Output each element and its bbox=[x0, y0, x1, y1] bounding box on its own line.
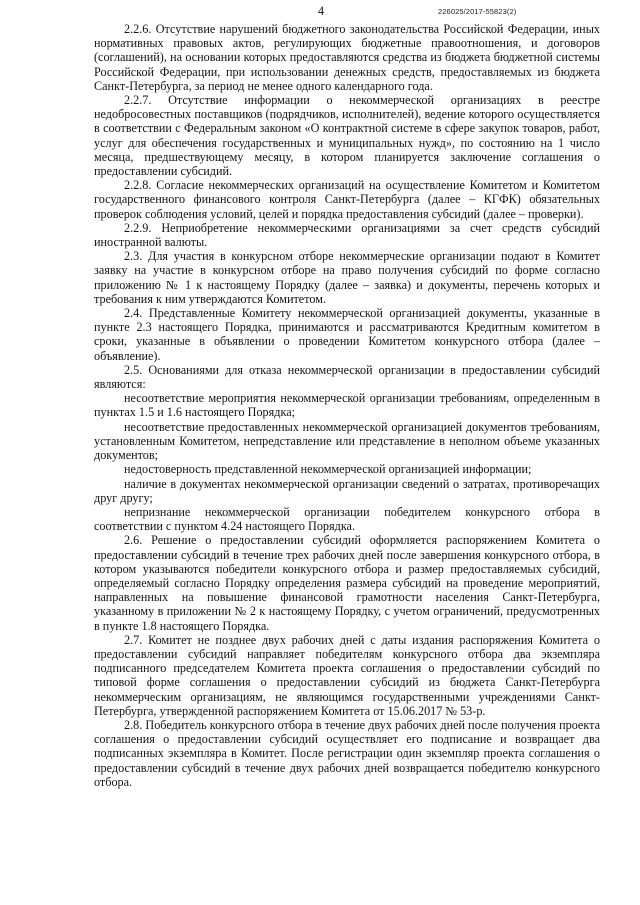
paragraph-2-8: 2.8. Победитель конкурсного отбора в течение двух рабочих дней после получения проекта соглашения о предоставлении субсидий осуществляет его подписание и возвращает два подписанных экземпляра в Комитет. После регистрации один экземпляр проекта соглашения о предоставлении субсидий в течение двух рабочих дней возвращается победителю конкурсного отбора. bbox=[94, 717, 600, 789]
refusal-ground-3: недостоверность представленной некоммерческой организацией информации; bbox=[124, 462, 532, 477]
paragraph-2-2-6: 2.2.6. Отсутствие нарушений бюджетного законодательства Российской Федерации, иных нормативных правовых актов, регулирующих бюджетные правоотношения, и договоров (соглашений), на основании которых предоставляются средства из бюджета бюджетной системы Российской Федерации, при использовании денежных средств, предоставляемых из бюджета Санкт-Петербурга, за период не менее одного календарного года. bbox=[94, 22, 600, 93]
paragraph-2-4: 2.4. Представленные Комитету некоммерческой организацией документы, указанные в пункте 2.3 настоящего Порядка, принимаются и рассматриваются Кредитным комитетом в сроки, указанные в объявлении о проведении Комитетом конкурсного отбора (далее – объявление). bbox=[94, 306, 600, 363]
paragraph-2-7: 2.7. Комитет не позднее двух рабочих дней с даты издания распоряжения Комитета о предоставлении субсидий направляет победителям конкурсного отбора два экземпляра подписанного председателем Комитета проекта соглашения о предоставлении субсидий по типовой форме соглашения о предоставлении субсидий из бюджета Санкт-Петербурга некоммерческим организациям, не являющимся государственными учреждениями Санкт-Петербурга, утвержденной распоряжением Комитета от 15.06.2017 № 53-р. bbox=[94, 632, 600, 718]
refusal-ground-2: несоответствие предоставленных некоммерческой организацией документов требованиям, установленным Комитетом, непредставление или представление в неполном объеме указанных документов; bbox=[94, 419, 600, 463]
paragraph-2-2-7: 2.2.7. Отсутствие информации о некоммерческой организациях в реестре недобросовестных поставщиков (подрядчиков, исполнителей), ведение которого осуществляется в соответствии с Федеральным законом «О контрактной системе в сфере закупок товаров, работ, услуг для обеспечения государственных и муниципальных нужд», по состоянию на 1 число месяца, предшествующему месяцу, в котором планируется заключение соглашения о предоставлении субсидий. bbox=[94, 93, 600, 179]
paragraph-2-6: 2.6. Решение о предоставлении субсидий оформляется распоряжением Комитета о предоставлении субсидий в течение трех рабочих дней после завершения конкурсного отбора, в котором указываются победители конкурсного отбора и размер предоставляемых субсидий, определяемый согласно Порядку определения размера субсидий на проведение мероприятий, направленных на повышение финансовой грамотности населения Санкт-Петербурга, указанному в приложении № 2 к настоящему Порядку, с учетом ограничений, предусмотренных в пункте 1.8 настоящего Порядка. bbox=[94, 533, 600, 633]
document-id: 226025/2017-55823(2) bbox=[438, 7, 517, 16]
refusal-ground-4: наличие в документах некоммерческой организации сведений о затратах, противоречащих друг другу; bbox=[94, 476, 600, 505]
paragraph-2-2-8: 2.2.8. Согласие некоммерческих организаций на осуществление Комитетом и Комитетом государственного финансового контроля Санкт-Петербурга (далее – КГФК) обязательных проверок соблюдения условий, целей и порядка предоставления субсидий (далее – проверки). bbox=[94, 178, 600, 221]
document-body bbox=[94, 22, 600, 789]
paragraph-2-2-9: 2.2.9. Неприобретение некоммерческими организациями за счет средств субсидий иностранной валюты. bbox=[94, 220, 600, 250]
refusal-ground-1: несоответствие мероприятия некоммерческой организации требованиям, определенным в пунктах 1.5 и 1.6 настоящего Порядка; bbox=[94, 391, 600, 420]
page-number: 4 bbox=[317, 4, 325, 18]
refusal-ground-5: непризнание некоммерческой организации победителем конкурсного отбора в соответствии с пунктом 4.24 настоящего Порядка. bbox=[94, 504, 600, 534]
paragraph-2-3: 2.3. Для участия в конкурсном отборе некоммерческие организации подают в Комитет заявку на участие в конкурсном отборе на право получения субсидий по форме согласно приложению № 1 к настоящему Порядку (далее – заявка) и документы, перечень которых и требования к ним утверждаются Комитетом. bbox=[94, 249, 600, 306]
paragraph-2-5: 2.5. Основаниями для отказа некоммерческой организации в предоставлении субсидий являются: bbox=[94, 362, 600, 392]
